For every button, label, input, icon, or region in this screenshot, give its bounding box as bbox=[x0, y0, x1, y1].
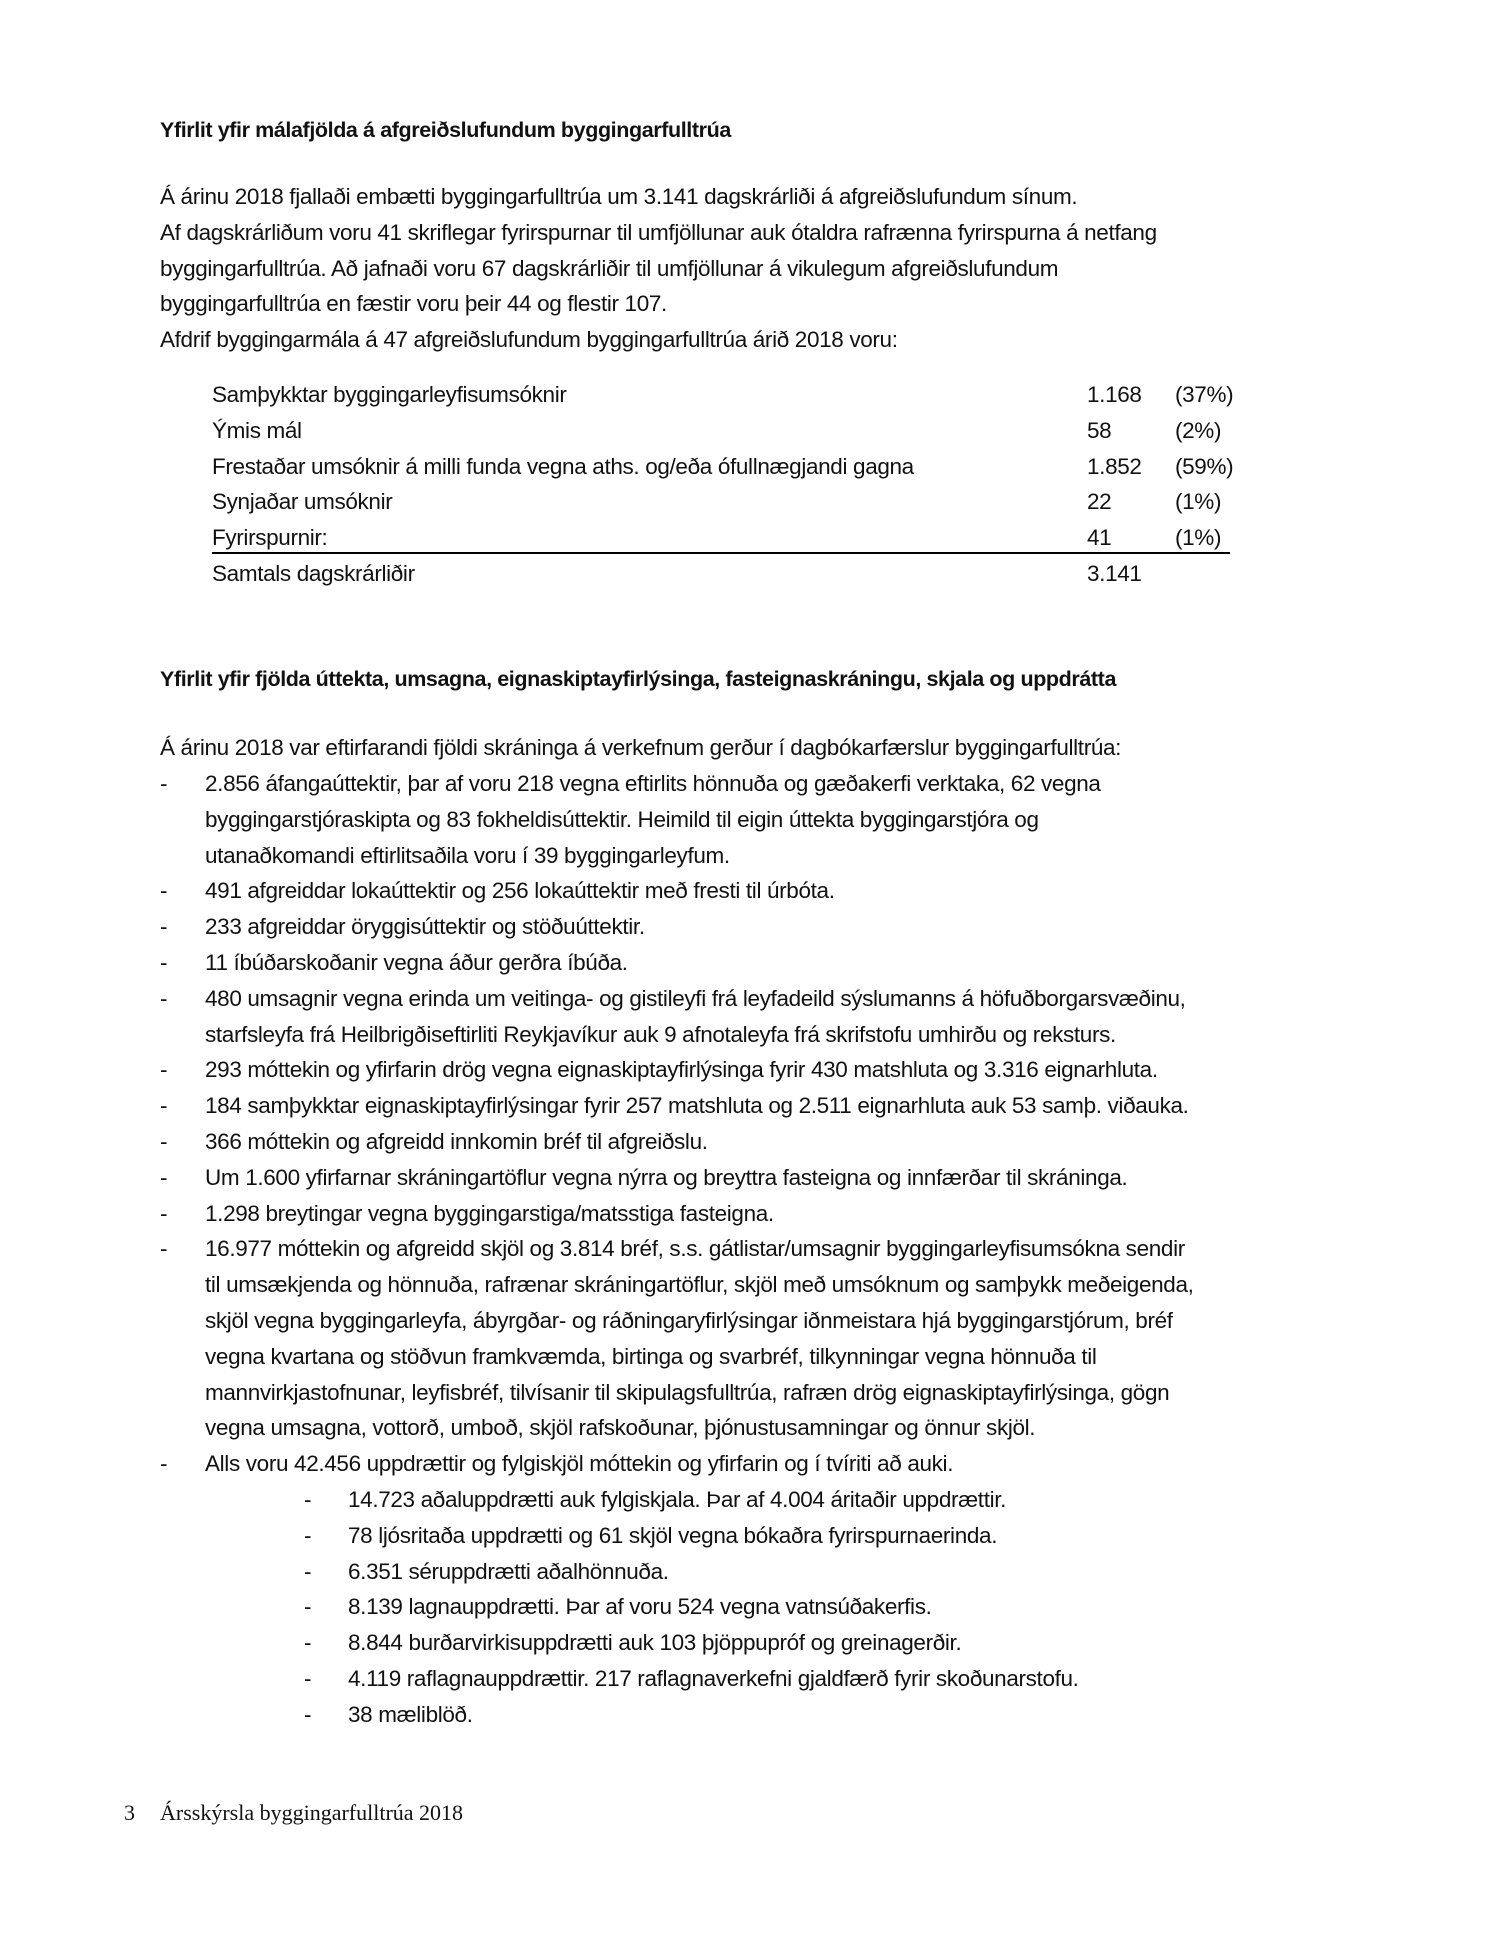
table-row-count: 3.141 bbox=[1087, 561, 1142, 586]
section2-intro: Á árinu 2018 var eftirfarandi fjöldi skráninga á verkefnum gerður í dagbókarfærslur byggingarfulltrúa: bbox=[160, 735, 1122, 760]
list-item-line: 2.856 áfangaúttektir, þar af voru 218 vegna eftirlits hönnuða og gæðakerfi verktaka, 62 vegna bbox=[205, 771, 1101, 796]
bullet-marker: - bbox=[160, 1164, 168, 1190]
sub-bullet-marker: - bbox=[304, 1701, 312, 1727]
list-item-line: vegna kvartana og stöðvun framkvæmda, birtinga og svarbréf, tilkynningar vegna hönnuða til bbox=[205, 1343, 1097, 1369]
list-item-line: Alls voru 42.456 uppdrættir og fylgiskjöl móttekin og yfirfarin og í tvíriti að auki. bbox=[205, 1451, 954, 1477]
list-item-line: 1.298 breytingar vegna byggingarstiga/matsstiga fasteigna. bbox=[205, 1200, 774, 1226]
table-row-label: Synjaðar umsóknir bbox=[212, 489, 393, 515]
paragraph-line: Á árinu 2018 fjallaði embætti byggingarfulltrúa um 3.141 dagskrárliði á afgreiðslufundum sínum. bbox=[160, 184, 1078, 209]
bullet-marker: - bbox=[160, 1236, 168, 1262]
sub-bullet-marker: - bbox=[304, 1630, 312, 1656]
table-row-label: Samþykktar byggingarleyfisumsóknir bbox=[212, 382, 567, 407]
table-row-label: Frestaðar umsóknir á milli funda vegna aths. og/eða ófullnægjandi gagna bbox=[212, 453, 914, 479]
list-item-line: 11 íbúðarskoðanir vegna áður gerðra íbúða. bbox=[205, 950, 628, 975]
table-row-count: 58 bbox=[1087, 417, 1112, 443]
bullet-marker: - bbox=[160, 878, 168, 904]
table-row-percent: (1%) bbox=[1175, 525, 1222, 551]
sub-list-item: 6.351 séruppdrætti aðalhönnuða. bbox=[348, 1558, 669, 1584]
paragraph-line: byggingarfulltrúa. Að jafnaði voru 67 dagskrárliðir til umfjöllunar á vikulegum afgreiðslufundum bbox=[160, 255, 1059, 281]
bullet-marker: - bbox=[160, 1200, 168, 1226]
list-item-line: Um 1.600 yfirfarnar skráningartöflur vegna nýrra og breyttra fasteigna og innfærðar til skráninga. bbox=[205, 1164, 1128, 1190]
table-row-percent: (2%) bbox=[1175, 417, 1222, 443]
list-item-line: mannvirkjastofnunar, leyfisbréf, tilvísanir til skipulagsfulltrúa, rafræn drög eignaskiptayfirlýsinga, gögn bbox=[205, 1379, 1170, 1405]
table-row-label: Fyrirspurnir: bbox=[212, 525, 328, 551]
page-number: 3 bbox=[124, 1800, 135, 1825]
sub-list-item: 4.119 raflagnauppdrættir. 217 raflagnaverkefni gjaldfærð fyrir skoðunarstofu. bbox=[348, 1666, 1079, 1691]
list-item-line: 293 móttekin og yfirfarin drög vegna eignaskiptayfirlýsinga fyrir 430 matshluta og 3.316 eignarhluta. bbox=[205, 1057, 1158, 1083]
table-row-count: 22 bbox=[1087, 489, 1112, 515]
sub-list-item: 78 ljósritaða uppdrætti og 61 skjöl vegna bókaðra fyrirspurnaerinda. bbox=[348, 1522, 998, 1548]
list-item-line: byggingarstjóraskipta og 83 fokheldisúttektir. Heimild til eigin úttekta byggingarstjóra og bbox=[205, 806, 1039, 832]
table-row-count: 1.168 bbox=[1087, 382, 1142, 407]
section1-title: Yfirlit yfir málafjölda á afgreiðslufundum byggingarfulltrúa bbox=[160, 118, 731, 142]
list-item-line: 491 afgreiddar lokaúttektir og 256 lokaúttektir með fresti til úrbóta. bbox=[205, 878, 835, 904]
list-item-line: utanaðkomandi eftirlitsaðila voru í 39 byggingarleyfum. bbox=[205, 842, 730, 868]
sub-list-item: 8.139 lagnauppdrætti. Þar af voru 524 vegna vatnsúðakerfis. bbox=[348, 1594, 932, 1620]
table-divider bbox=[212, 552, 1230, 554]
list-item-line: 16.977 móttekin og afgreidd skjöl og 3.814 bréf, s.s. gátlistar/umsagnir byggingarleyfisumsókna sendir bbox=[205, 1236, 1185, 1262]
list-item-line: 233 afgreiddar öryggisúttektir og stöðuúttektir. bbox=[205, 914, 645, 940]
list-item-line: til umsækjenda og hönnuða, rafrænar skráningartöflur, skjöl með umsóknum og samþykk meðeigenda, bbox=[205, 1272, 1194, 1298]
bullet-marker: - bbox=[160, 1093, 168, 1119]
bullet-marker: - bbox=[160, 1129, 168, 1154]
bullet-marker: - bbox=[160, 1057, 168, 1083]
sub-list-item: 14.723 aðaluppdrætti auk fylgiskjala. Þar af 4.004 áritaðir uppdrættir. bbox=[348, 1487, 1007, 1512]
sub-bullet-marker: - bbox=[304, 1666, 312, 1691]
section2-title: Yfirlit yfir fjölda úttekta, umsagna, eignaskiptayfirlýsinga, fasteignaskráningu, skjala og uppdrátta bbox=[160, 667, 1117, 691]
bullet-marker: - bbox=[160, 914, 168, 940]
list-item-line: vegna umsagna, vottorð, umboð, skjöl rafskoðunar, þjónustusamningar og önnur skjöl. bbox=[205, 1415, 1036, 1441]
footer-title: Ársskýrsla byggingarfulltrúa 2018 bbox=[160, 1800, 464, 1825]
sub-bullet-marker: - bbox=[304, 1487, 312, 1512]
list-item-line: 184 samþykktar eignaskiptayfirlýsingar fyrir 257 matshluta og 2.511 eignarhluta auk 53 samþ. viðauka. bbox=[205, 1093, 1189, 1119]
table-row-label: Samtals dagskrárliðir bbox=[212, 561, 415, 586]
paragraph-line: byggingarfulltrúa en fæstir voru þeir 44 og flestir 107. bbox=[160, 291, 667, 317]
paragraph-line: Af dagskrárliðum voru 41 skriflegar fyrirspurnar til umfjöllunar auk ótaldra rafrænna fyrirspurna á netfang bbox=[160, 219, 1157, 245]
table-row-percent: (59%) bbox=[1175, 453, 1234, 479]
sub-bullet-marker: - bbox=[304, 1558, 312, 1584]
list-item-line: 366 móttekin og afgreidd innkomin bréf til afgreiðslu. bbox=[205, 1129, 708, 1154]
bullet-marker: - bbox=[160, 1451, 168, 1477]
list-item-line: skjöl vegna byggingarleyfa, ábyrgðar- og ráðningaryfirlýsingar iðnmeistara hjá byggingarstjórum, bréf bbox=[205, 1308, 1173, 1333]
sub-list-item: 8.844 burðarvirkisuppdrætti auk 103 þjöppupróf og greinagerðir. bbox=[348, 1630, 962, 1656]
sub-bullet-marker: - bbox=[304, 1522, 312, 1548]
table-row-count: 1.852 bbox=[1087, 453, 1142, 479]
sub-bullet-marker: - bbox=[304, 1594, 312, 1620]
bullet-marker: - bbox=[160, 950, 168, 975]
paragraph-line: Afdrif byggingarmála á 47 afgreiðslufundum byggingarfulltrúa árið 2018 voru: bbox=[160, 327, 898, 353]
bullet-marker: - bbox=[160, 985, 168, 1011]
table-row-percent: (37%) bbox=[1175, 382, 1234, 407]
table-row-label: Ýmis mál bbox=[212, 417, 302, 443]
list-item-line: starfsleyfa frá Heilbrigðiseftirliti Reykjavíkur auk 9 afnotaleyfa frá skrifstofu umhirðu og reksturs. bbox=[205, 1021, 1116, 1047]
table-row-percent: (1%) bbox=[1175, 489, 1222, 515]
bullet-marker: - bbox=[160, 771, 168, 796]
table-row-count: 41 bbox=[1087, 525, 1112, 551]
list-item-line: 480 umsagnir vegna erinda um veitinga- og gistileyfi frá leyfadeild sýslumanns á höfuðborgarsvæðinu, bbox=[205, 985, 1186, 1011]
sub-list-item: 38 mæliblöð. bbox=[348, 1701, 473, 1727]
